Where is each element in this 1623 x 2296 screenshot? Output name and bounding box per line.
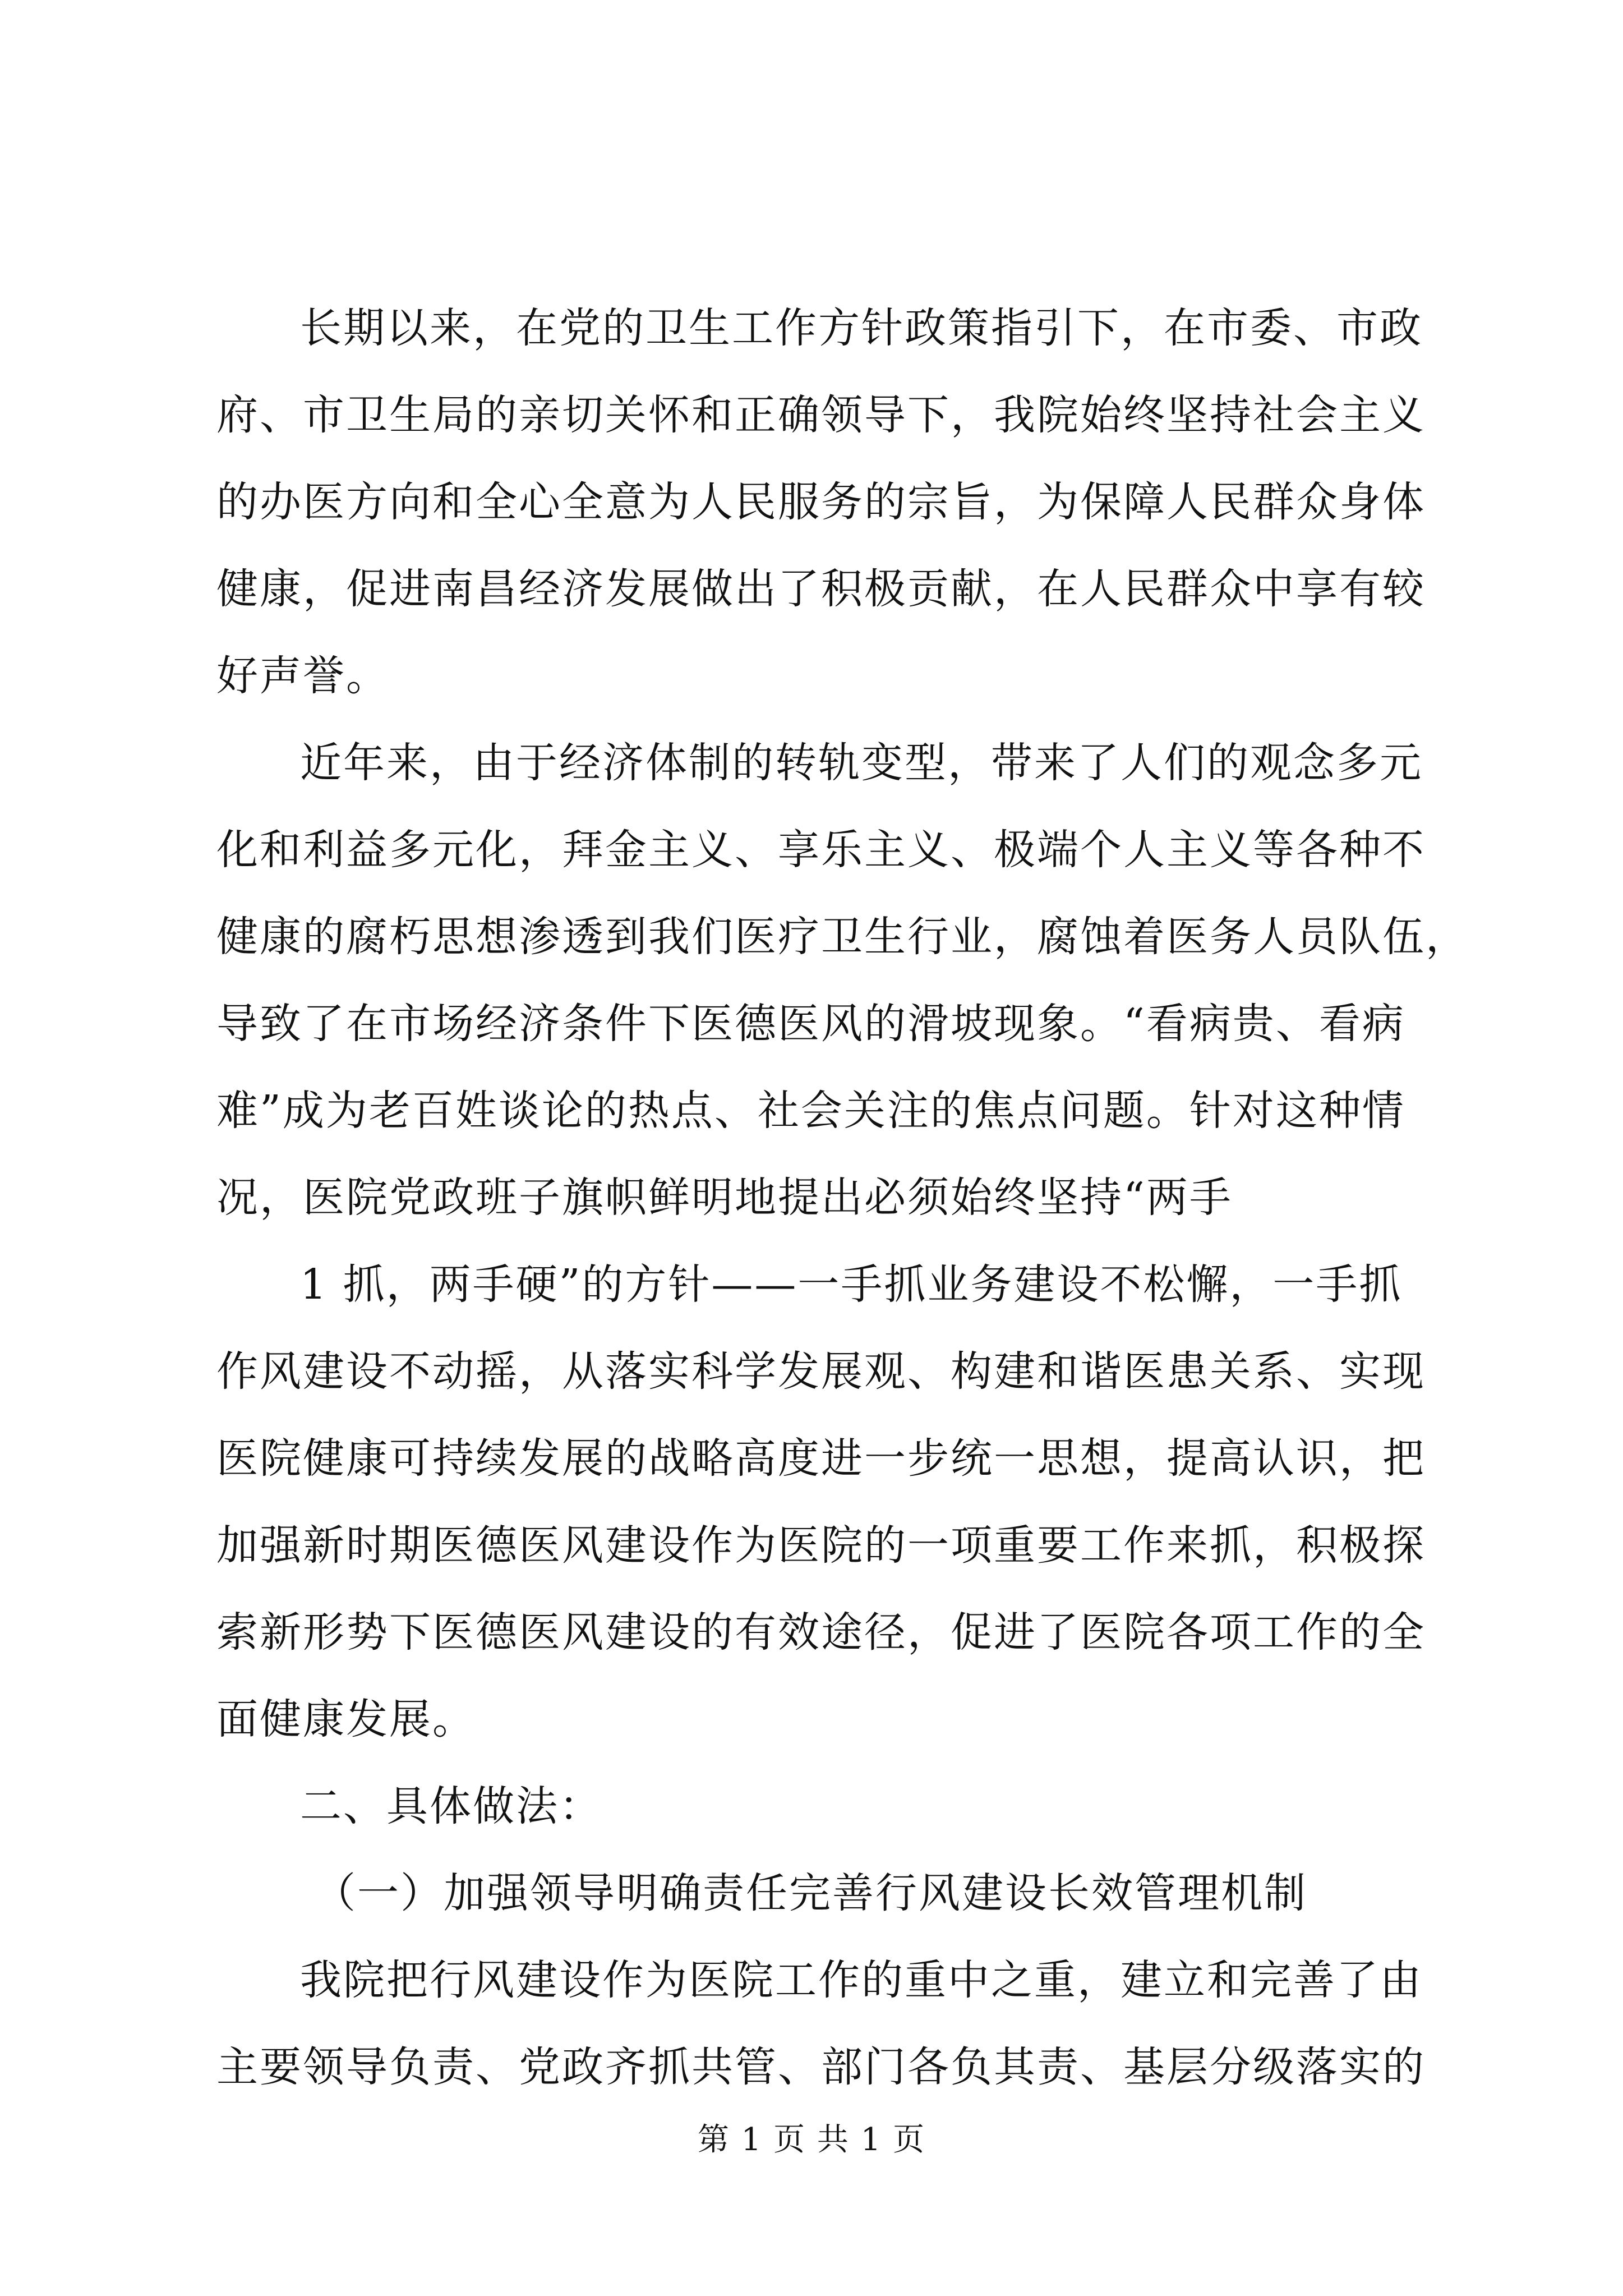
text-line: 难”成为老百姓谈论的热点、社会关注的焦点问题。针对这种情 <box>216 1087 1405 1135</box>
subsection-heading: （一）加强领导明确责任完善行风建设长效管理机制 <box>314 1869 1307 1917</box>
text-line: 长期以来，在党的卫生工作方针政策指引下，在市委、市政 <box>300 304 1423 352</box>
text-line: 健康，促进南昌经济发展做出了积极贡献，在人民群众中享有较 <box>216 565 1426 613</box>
text-line: 作风建设不动摇，从落实科学发展观、构建和谐医患关系、实现 <box>216 1347 1426 1396</box>
text-line: 1 抓，两手硬”的方针——一手抓业务建设不松懈，一手抓 <box>300 1260 1403 1309</box>
text-line: 化和利益多元化，拜金主义、享乐主义、极端个人主义等各种不 <box>216 826 1426 874</box>
text-line: 好声誉。 <box>216 652 389 700</box>
text-line: 我院把行风建设作为医院工作的重中之重，建立和完善了由 <box>300 1956 1423 2004</box>
section-heading: 二、具体做法： <box>300 1782 602 1830</box>
text-line: 健康的腐朽思想渗透到我们医疗卫生行业，腐蚀着医务人员队伍， <box>216 913 1469 961</box>
text-line: 医院健康可持续发展的战略高度进一步统一思想，提高认识，把 <box>216 1434 1426 1483</box>
text-line: 的办医方向和全心全意为人民服务的宗旨，为保障人民群众身体 <box>216 478 1426 526</box>
text-line: 索新形势下医德医风建设的有效途径，促进了医院各项工作的全 <box>216 1608 1426 1657</box>
page-footer: 第 1 页 共 1 页 <box>697 2122 926 2158</box>
text-line: 近年来，由于经济体制的转轨变型，带来了人们的观念多元 <box>300 739 1423 787</box>
text-line: 府、市卫生局的亲切关怀和正确领导下，我院始终坚持社会主义 <box>216 391 1426 439</box>
text-line: 面健康发展。 <box>216 1695 476 1743</box>
text-line: 加强新时期医德医风建设作为医院的一项重要工作来抓，积极探 <box>216 1521 1426 1570</box>
text-line: 况，医院党政班子旗帜鲜明地提出必须始终坚持“两手 <box>216 1174 1233 1222</box>
text-line: 主要领导负责、党政齐抓共管、部门各负其责、基层分级落实的 <box>216 2043 1426 2091</box>
text-line: 导致了在市场经济条件下医德医风的滑坡现象。“看病贵、看病 <box>216 1000 1405 1048</box>
